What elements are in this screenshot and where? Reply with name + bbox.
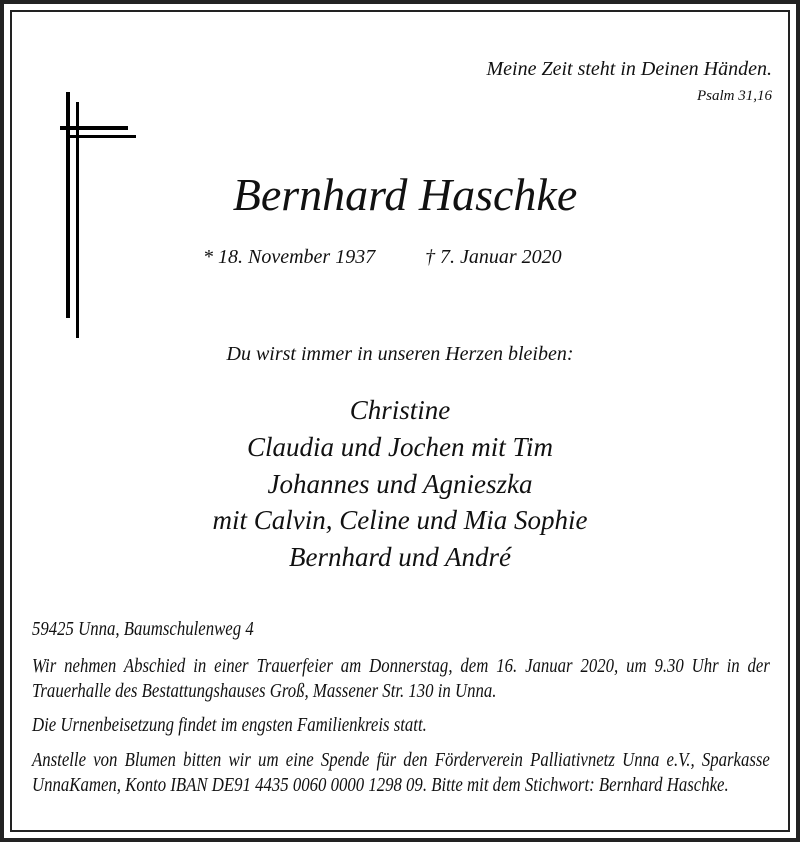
family-address: 59425 Unna, Baumschulenweg 4: [32, 619, 254, 640]
motto-source: Psalm 31,16: [697, 88, 772, 104]
donation-request: Anstelle von Blumen bitten wir um eine Spende für den Förderverein Palliativnetz Unna e.V., Sparkasse UnnaKamen, Konto IBAN DE91 4435 0060 0000 1298 09. Bitte mit dem Stichwort: Bernhard Haschke.: [32, 750, 770, 796]
urn-burial-info: Die Urnenbeisetzung findet im engsten Familienkreis statt.: [32, 715, 427, 736]
birth-date: * 18. November 1937: [203, 246, 376, 268]
motto-quote: Meine Zeit steht in Deinen Händen.: [486, 58, 772, 80]
mourner-line: Claudia und Jochen mit Tim: [247, 431, 553, 462]
mourner-line: Bernhard und André: [289, 542, 511, 573]
death-date: † 7. Januar 2020: [425, 246, 562, 268]
ceremony-info: Wir nehmen Abschied in einer Trauerfeier am Donnerstag, dem 16. Januar 2020, um 9.30 Uhr in der Trauerhalle des Bestattungshauses Groß, Massener Str. 130 in Unna.: [32, 656, 770, 702]
tribute-line: Du wirst immer in unseren Herzen bleiben:: [226, 343, 574, 365]
mourners-list: [0, 392, 800, 576]
mourner-line: Johannes und Agnieszka: [267, 468, 533, 499]
mourner-line: Christine: [349, 395, 451, 425]
deceased-name: Bernhard Haschke: [232, 169, 578, 220]
mourner-line: mit Calvin, Celine und Mia Sophie: [212, 505, 588, 536]
